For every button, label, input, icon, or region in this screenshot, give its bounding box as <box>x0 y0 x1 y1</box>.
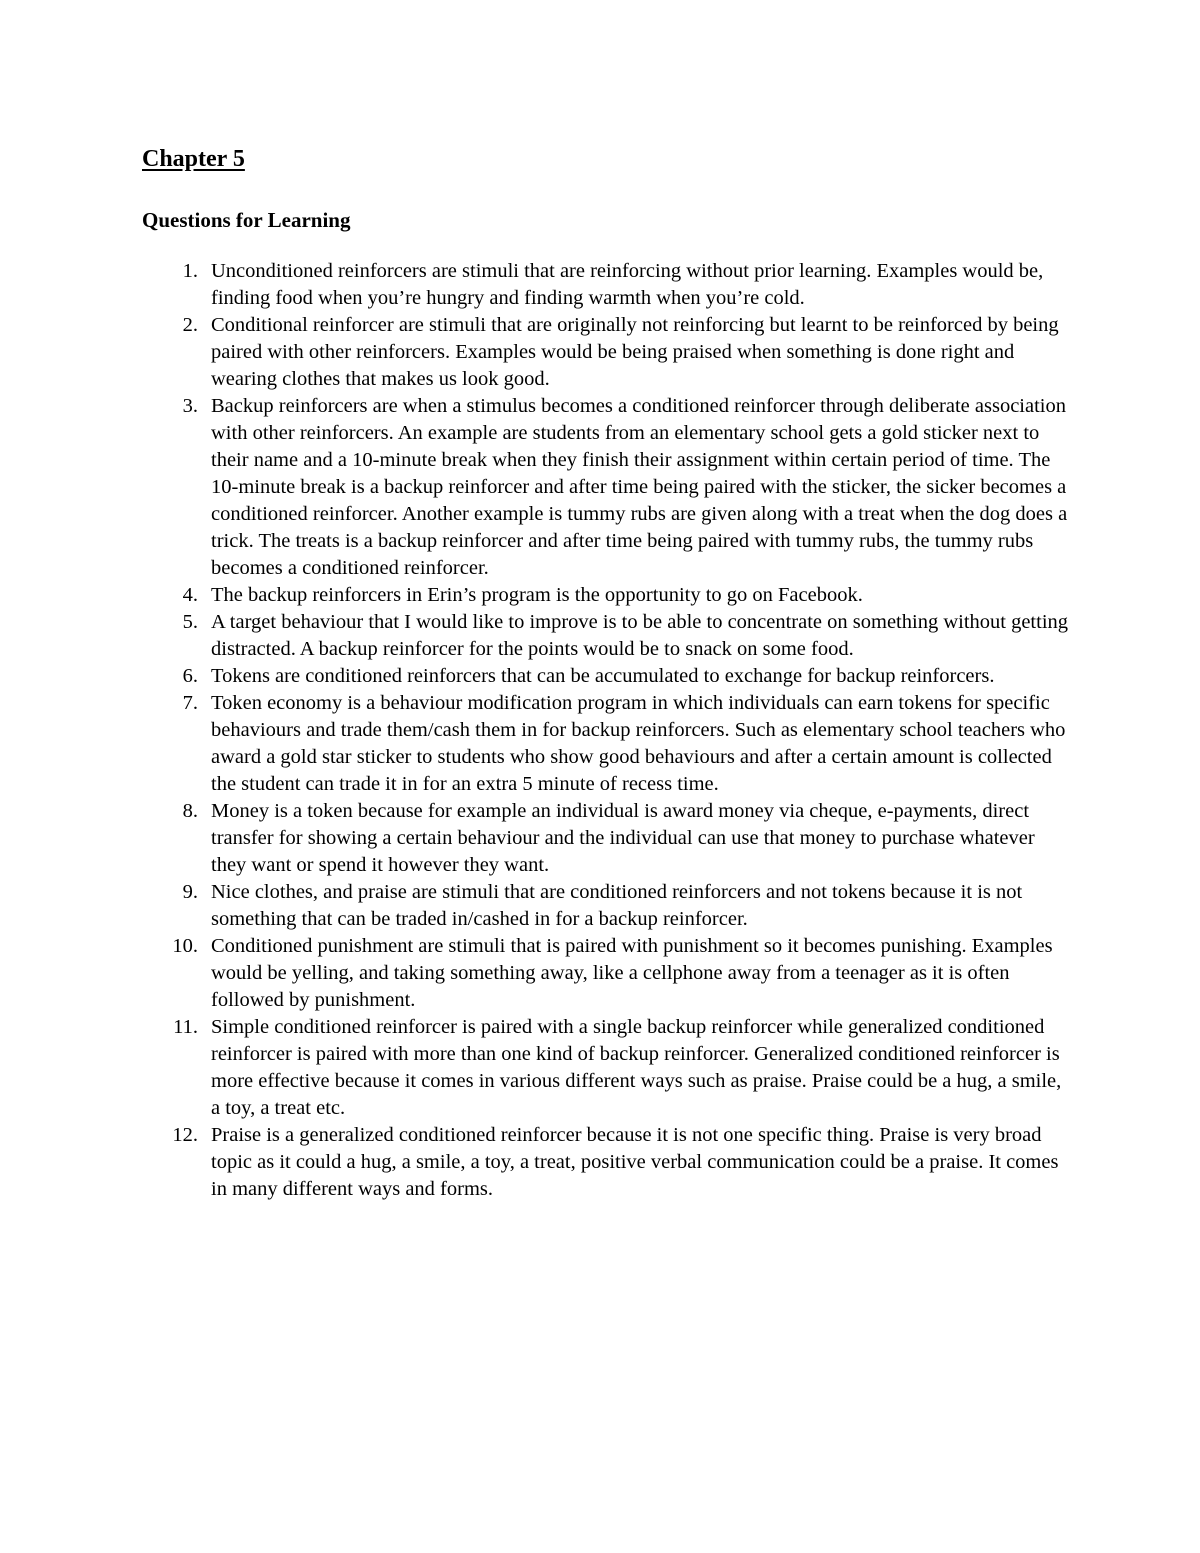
question-text: Conditioned punishment are stimuli that is paired with punishment so it becomes punishing. Examples would be yelling, and taking something away, like a cellphone away from a teenager as it is often followed by punishment. <box>211 935 1053 1011</box>
question-text: Conditional reinforcer are stimuli that are originally not reinforcing but learnt to be reinforced by being paired with other reinforcers. Examples would be being praised when something is done right and wearing clothes that makes us look good. <box>211 314 1059 390</box>
question-number: 10. <box>172 935 198 957</box>
question-item <box>142 1122 1072 1203</box>
question-number: 3. <box>182 395 198 417</box>
question-item <box>142 393 1072 582</box>
question-text: Nice clothes, and praise are stimuli that are conditioned reinforcers and not tokens because it is not something that can be traded in/cashed in for a backup reinforcer. <box>211 881 1023 930</box>
question-item <box>142 609 1072 663</box>
question-item <box>142 258 1072 312</box>
question-text: The backup reinforcers in Erin’s program is the opportunity to go on Facebook. <box>211 584 863 606</box>
question-item <box>142 798 1072 879</box>
question-number: 11. <box>173 1016 198 1038</box>
question-item <box>142 582 1072 609</box>
question-item <box>142 690 1072 798</box>
question-text: Backup reinforcers are when a stimulus becomes a conditioned reinforcer through deliberate association with other reinforcers. An example are students from an elementary school gets a gold sticker next to their name and a 10-minute break when they finish their assignment within certain period of time. The 10-minute break is a backup reinforcer and after time being paired with the sticker, the sicker becomes a conditioned reinforcer. Another example is tummy rubs are given along with a treat when the dog does a trick. The treats is a backup reinforcer and after time being paired with tummy rubs, the tummy rubs becomes a conditioned reinforcer. <box>211 395 1068 579</box>
section-heading: Questions for Learning <box>142 208 351 232</box>
question-number: 2. <box>182 314 198 336</box>
questions-list <box>142 258 1072 1203</box>
question-item <box>142 1014 1072 1122</box>
question-number: 12. <box>172 1124 198 1146</box>
question-text: Unconditioned reinforcers are stimuli that are reinforcing without prior learning. Examples would be, finding food when you’re hungry and finding warmth when you’re cold. <box>211 260 1044 309</box>
question-text: Token economy is a behaviour modification program in which individuals can earn tokens for specific behaviours and trade them/cash them in for backup reinforcers. Such as elementary school teachers who award a gold star sticker to students who show good behaviours and after a certain amount is collected the student can trade it in for an extra 5 minute of recess time. <box>211 692 1066 795</box>
question-number: 9. <box>182 881 198 903</box>
question-item <box>142 663 1072 690</box>
question-text: Tokens are conditioned reinforcers that can be accumulated to exchange for backup reinforcers. <box>211 665 995 687</box>
question-number: 7. <box>182 692 198 714</box>
question-item <box>142 312 1072 393</box>
question-number: 4. <box>182 584 198 606</box>
question-number: 1. <box>182 260 198 282</box>
question-item <box>142 879 1072 933</box>
question-number: 6. <box>182 665 198 687</box>
question-text: Praise is a generalized conditioned reinforcer because it is not one specific thing. Praise is very broad topic as it could a hug, a smile, a toy, a treat, positive verbal communication could be a praise. It comes in many different ways and forms. <box>211 1124 1059 1200</box>
question-number: 5. <box>182 611 198 633</box>
question-number: 8. <box>182 800 198 822</box>
question-text: A target behaviour that I would like to improve is to be able to concentrate on something without getting distracted. A backup reinforcer for the points would be to snack on some food. <box>211 611 1069 660</box>
question-item <box>142 933 1072 1014</box>
question-text: Money is a token because for example an individual is award money via cheque, e-payments, direct transfer for showing a certain behaviour and the individual can use that money to purchase whatever they want or spend it however they want. <box>211 800 1035 876</box>
question-text: Simple conditioned reinforcer is paired with a single backup reinforcer while generalized conditioned reinforcer is paired with more than one kind of backup reinforcer. Generalized conditioned reinforcer is more effective because it comes in various different ways such as praise. Praise could be a hug, a smile, a toy, a treat etc. <box>211 1016 1062 1119</box>
chapter-title: Chapter 5 <box>142 146 245 172</box>
